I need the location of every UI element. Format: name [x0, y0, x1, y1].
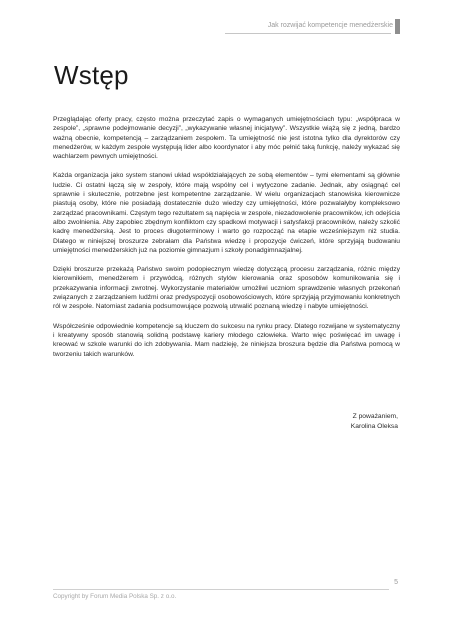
paragraph-3: Dzięki broszurze przekażą Państwo swoim podopiecznym wiedzę dotyczącą procesu zarządzania, różnic między kierownikiem, menedżerem i przywódcą, różnych stylów kierowania oraz sposobów komunikowania się i przekazywania informacji zwrotnej. Wykorzystanie materiałów umożliwi uczniom sprawdzenie własnych przekonań związanych z zarządzaniem ludźmi oraz predyspozycji osobowościowych, które sprzyjają przyjmowaniu konkretnych ról w zespole. Natomiast zadania podsumowujące pozwolą utrwalić poznaną wiedzę i nabyte umiejętności.	[53, 266, 400, 311]
paragraph-4: Współcześnie odpowiednie kompetencje są kluczem do sukcesu na rynku pracy. Dlatego rozwijane w systematyczny i kreatywny sposób stanowią solidną podstawę kariery młodego człowieka. Warto więc poświęcać im uwagę i kreować w szkole warunki do ich zdobywania. Mam nadzieję, że niniejsza broszura będzie dla Państwa pomocą w tworzeniu takich warunków.	[53, 322, 400, 358]
header-accent-bar	[395, 19, 400, 34]
signature-block	[351, 412, 398, 432]
body-text	[53, 115, 400, 369]
copyright-notice: Copyright by Forum Media Polska Sp. z o.o.	[53, 593, 177, 600]
running-header-title: Jak rozwijać kompetencje menedżerskie	[267, 22, 393, 29]
header-divider	[225, 33, 391, 34]
signature-name: Karolina Oleksa	[350, 423, 398, 430]
paragraph-1: Przeglądając oferty pracy, często można przeczytać zapis o wymaganych umiejętnościach typu: „współpraca w zespole”, „sprawne podejmowanie decyzji”, „wykazywanie własnej inicjatywy”. Wszystkie wiążą się z jedną, bardzo ważną obecnie, kompetencją – zarządzaniem zespołem. Ta umiejętność nie jest istotna tylko dla dyrektorów czy menedżerów, w każdym zespole występują lider albo koordynator i aby móc pełnić taką funkcję, należy wykazać się wachlarzem pewnych umiejętności.	[53, 116, 400, 161]
signature-greeting: Z poważaniem,	[352, 413, 398, 420]
paragraph-2: Każda organizacja jako system stanowi układ współdziałających ze sobą elementów – tymi elementami są głównie ludzie. Ci ostatni łączą się w zespoły, które mają wspólny cel i wytyczone zadanie. Jednak, aby osiągnąć cel sprawnie i skutecznie, potrzebne jest kompetentne zarządzanie. W wielu organizacjach stanowiska kierownicze piastują osoby, które nie posiadają dostatecznie dużo wiedzy czy umiejętności, które pozwalałyby kompleksowo zarządzać pracownikami. Częstym tego rezultatem są napięcia w zespole, niezadowolenie pracowników, ich odejścia albo zwolnienia. Aby zapobiec zbędnym konfliktom czy spadkowi motywacji i satysfakcji pracowników, należy szkolić kadrę menedżerską. Jest to proces długoterminowy i warto go rozpocząć na etapie wcześniejszym niż studia. Dlatego w niniejszej broszurze zebrałam dla Państwa wiedzę i propozycje ćwiczeń, które sprzyjają budowaniu umiejętności menedżerskich już na poziomie gimnazjum i szkoły ponadgimnazjalnej.	[53, 172, 400, 254]
footer-divider	[53, 589, 389, 590]
page-title: Wstęp	[54, 60, 129, 90]
page-number: 5	[394, 579, 398, 586]
